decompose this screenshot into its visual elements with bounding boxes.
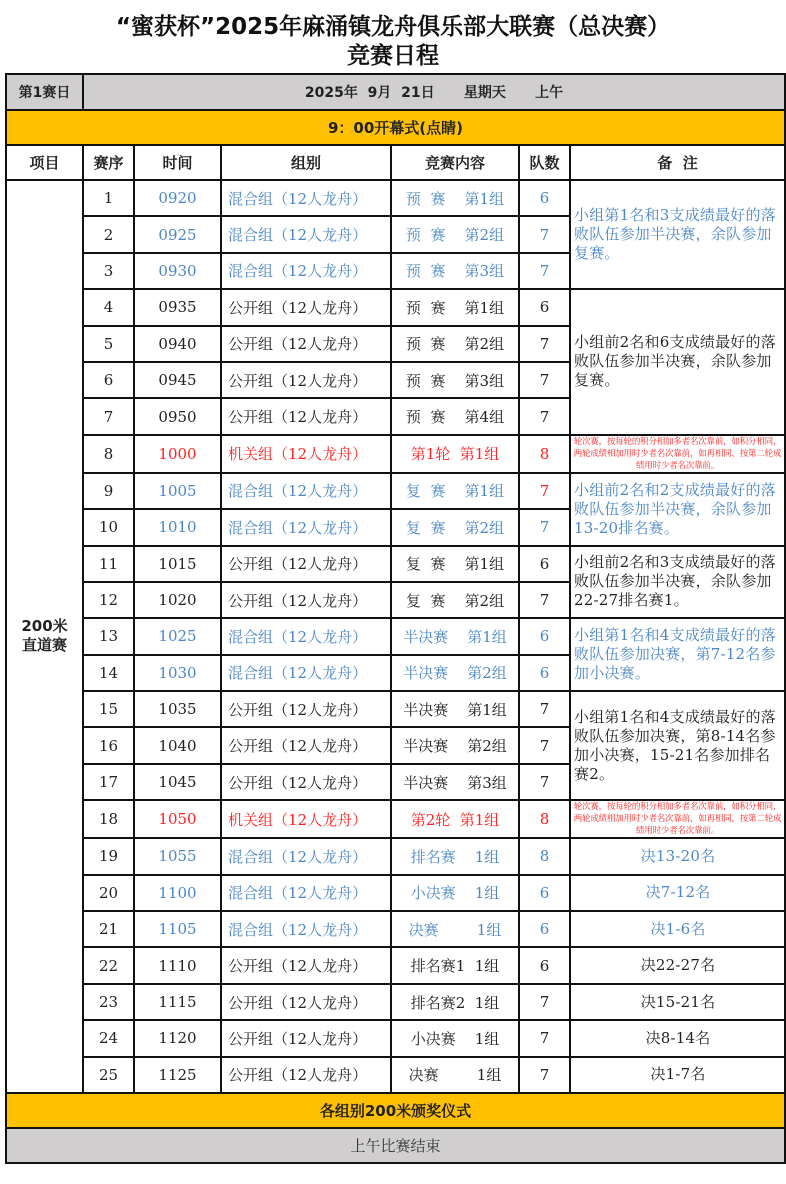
content-cell: 半决赛 第2组 bbox=[391, 727, 519, 763]
group-cell: 公开组（12人龙舟） bbox=[221, 398, 391, 434]
content-cell: 排名赛1 1组 bbox=[391, 947, 519, 983]
group-cell: 公开组（12人龙舟） bbox=[221, 764, 391, 800]
group-cell: 混合组（12人龙舟） bbox=[221, 509, 391, 545]
event-cell bbox=[6, 180, 83, 1093]
seq-cell: 1 bbox=[83, 180, 134, 216]
teams-cell: 6 bbox=[519, 180, 570, 216]
teams-cell: 7 bbox=[519, 727, 570, 763]
day-info-text: 2025年 9月 21日 星期天 上午 bbox=[304, 85, 564, 101]
group-cell: 混合组（12人龙舟） bbox=[221, 180, 391, 216]
teams-cell: 6 bbox=[519, 655, 570, 691]
note-cell: 轮次赛，按每轮的积分相加多者名次靠前，如积分相同，两轮成绩相加用时少者名次靠前，如再相同，按第二轮成绩用时少者名次靠前。 bbox=[570, 800, 785, 838]
teams-cell: 7 bbox=[519, 216, 570, 252]
group-cell: 公开组（12人龙舟） bbox=[221, 362, 391, 398]
content-cell: 半决赛 第1组 bbox=[391, 618, 519, 654]
time-cell: 0950 bbox=[134, 398, 221, 434]
seq-cell: 7 bbox=[83, 398, 134, 434]
day-row bbox=[6, 74, 785, 110]
teams-cell: 7 bbox=[519, 473, 570, 509]
seq-cell: 11 bbox=[83, 546, 134, 582]
time-cell: 1115 bbox=[134, 984, 221, 1020]
time-cell: 1120 bbox=[134, 1020, 221, 1056]
note-cell: 小组第1名和3支成绩最好的落败队伍参加半决赛，余队参加复赛。 bbox=[570, 180, 785, 289]
table-row bbox=[6, 473, 785, 509]
note-cell: 决1-7名 bbox=[570, 1057, 785, 1093]
teams-cell: 6 bbox=[519, 546, 570, 582]
morning-end: 上午比赛结束 bbox=[6, 1128, 785, 1163]
teams-cell: 6 bbox=[519, 875, 570, 911]
content-cell: 复 赛 第1组 bbox=[391, 546, 519, 582]
group-cell: 机关组（12人龙舟） bbox=[221, 435, 391, 473]
table-row bbox=[6, 875, 785, 911]
time-cell: 0930 bbox=[134, 253, 221, 289]
content-cell: 复 赛 第2组 bbox=[391, 509, 519, 545]
seq-cell: 23 bbox=[83, 984, 134, 1020]
group-cell: 公开组（12人龙舟） bbox=[221, 1020, 391, 1056]
seq-cell: 14 bbox=[83, 655, 134, 691]
header-row bbox=[6, 145, 785, 180]
seq-cell: 20 bbox=[83, 875, 134, 911]
table-row bbox=[6, 180, 785, 216]
time-cell: 1040 bbox=[134, 727, 221, 763]
content-cell: 小决赛 1组 bbox=[391, 875, 519, 911]
seq-cell: 25 bbox=[83, 1057, 134, 1093]
teams-cell: 6 bbox=[519, 911, 570, 947]
award-row bbox=[6, 1093, 785, 1128]
table-row bbox=[6, 984, 785, 1020]
teams-cell: 7 bbox=[519, 1057, 570, 1093]
time-cell: 0945 bbox=[134, 362, 221, 398]
group-cell: 机关组（12人龙舟） bbox=[221, 800, 391, 838]
time-cell: 1020 bbox=[134, 582, 221, 618]
group-cell: 混合组（12人龙舟） bbox=[221, 911, 391, 947]
note-cell: 小组前2名和3支成绩最好的落败队伍参加半决赛，余队参加22-27排名赛1。 bbox=[570, 546, 785, 619]
content-cell: 预 赛 第3组 bbox=[391, 362, 519, 398]
table-row bbox=[6, 947, 785, 983]
document-subtitle: 竞赛日程 bbox=[347, 43, 439, 69]
time-cell: 1025 bbox=[134, 618, 221, 654]
seq-cell: 17 bbox=[83, 764, 134, 800]
teams-cell: 7 bbox=[519, 326, 570, 362]
time-cell: 0935 bbox=[134, 289, 221, 325]
time-cell: 1000 bbox=[134, 435, 221, 473]
teams-cell: 7 bbox=[519, 1020, 570, 1056]
teams-cell: 7 bbox=[519, 509, 570, 545]
note-cell: 决8-14名 bbox=[570, 1020, 785, 1056]
teams-cell: 8 bbox=[519, 435, 570, 473]
content-cell: 预 赛 第2组 bbox=[391, 216, 519, 252]
note-cell: 小组第1名和4支成绩最好的落败队伍参加决赛，第7-12名参加小决赛。 bbox=[570, 618, 785, 691]
end-row bbox=[6, 1128, 785, 1163]
header-notes: 备 注 bbox=[570, 145, 785, 180]
table-row bbox=[6, 691, 785, 727]
header-time: 时间 bbox=[134, 145, 221, 180]
content-cell: 预 赛 第2组 bbox=[391, 326, 519, 362]
group-cell: 公开组（12人龙舟） bbox=[221, 947, 391, 983]
group-cell: 公开组（12人龙舟） bbox=[221, 691, 391, 727]
content-cell: 预 赛 第1组 bbox=[391, 180, 519, 216]
seq-cell: 13 bbox=[83, 618, 134, 654]
seq-cell: 8 bbox=[83, 435, 134, 473]
seq-cell: 16 bbox=[83, 727, 134, 763]
time-cell: 1055 bbox=[134, 838, 221, 874]
seq-cell: 15 bbox=[83, 691, 134, 727]
content-cell: 决赛 1组 bbox=[391, 1057, 519, 1093]
note-cell: 轮次赛，按每轮的积分相加多者名次靠前，如积分相同，两轮成绩相加用时少者名次靠前，如再相同，按第二轮成绩用时少者名次靠前。 bbox=[570, 435, 785, 473]
time-cell: 1105 bbox=[134, 911, 221, 947]
seq-cell: 4 bbox=[83, 289, 134, 325]
teams-cell: 7 bbox=[519, 582, 570, 618]
teams-cell: 7 bbox=[519, 691, 570, 727]
teams-cell: 8 bbox=[519, 838, 570, 874]
teams-cell: 8 bbox=[519, 800, 570, 838]
time-cell: 1100 bbox=[134, 875, 221, 911]
document-title: “蜜获杯”2025年麻涌镇龙舟俱乐部大联赛（总决赛） bbox=[115, 14, 671, 40]
content-cell: 预 赛 第3组 bbox=[391, 253, 519, 289]
group-cell: 混合组（12人龙舟） bbox=[221, 216, 391, 252]
note-cell: 决1-6名 bbox=[570, 911, 785, 947]
content-cell: 决赛 1组 bbox=[391, 911, 519, 947]
time-cell: 1035 bbox=[134, 691, 221, 727]
seq-cell: 19 bbox=[83, 838, 134, 874]
content-cell: 小决赛 1组 bbox=[391, 1020, 519, 1056]
content-cell: 复 赛 第2组 bbox=[391, 582, 519, 618]
seq-cell: 21 bbox=[83, 911, 134, 947]
table-row bbox=[6, 289, 785, 325]
seq-cell: 18 bbox=[83, 800, 134, 838]
content-cell: 半决赛 第3组 bbox=[391, 764, 519, 800]
teams-cell: 7 bbox=[519, 362, 570, 398]
seq-cell: 5 bbox=[83, 326, 134, 362]
note-cell: 决7-12名 bbox=[570, 875, 785, 911]
seq-cell: 10 bbox=[83, 509, 134, 545]
time-cell: 1050 bbox=[134, 800, 221, 838]
group-cell: 混合组（12人龙舟） bbox=[221, 655, 391, 691]
group-cell: 公开组（12人龙舟） bbox=[221, 727, 391, 763]
content-cell: 第1轮 第1组 bbox=[391, 435, 519, 473]
group-cell: 公开组（12人龙舟） bbox=[221, 546, 391, 582]
header-content: 竞赛内容 bbox=[391, 145, 519, 180]
schedule-table bbox=[5, 73, 786, 1164]
time-cell: 1005 bbox=[134, 473, 221, 509]
content-cell: 预 赛 第1组 bbox=[391, 289, 519, 325]
group-cell: 混合组（12人龙舟） bbox=[221, 618, 391, 654]
header-seq: 赛序 bbox=[83, 145, 134, 180]
table-row bbox=[6, 546, 785, 582]
group-cell: 混合组（12人龙舟） bbox=[221, 838, 391, 874]
table-row bbox=[6, 1020, 785, 1056]
table-row bbox=[6, 838, 785, 874]
group-cell: 公开组（12人龙舟） bbox=[221, 984, 391, 1020]
seq-cell: 2 bbox=[83, 216, 134, 252]
note-cell: 小组第1名和4支成绩最好的落败队伍参加决赛，第8-14名参加小决赛，15-21名参加排名赛2。 bbox=[570, 691, 785, 800]
seq-cell: 22 bbox=[83, 947, 134, 983]
teams-cell: 7 bbox=[519, 398, 570, 434]
time-cell: 1010 bbox=[134, 509, 221, 545]
content-cell: 半决赛 第2组 bbox=[391, 655, 519, 691]
table-row bbox=[6, 1057, 785, 1093]
group-cell: 混合组（12人龙舟） bbox=[221, 253, 391, 289]
content-cell: 排名赛2 1组 bbox=[391, 984, 519, 1020]
teams-cell: 7 bbox=[519, 984, 570, 1020]
group-cell: 混合组（12人龙舟） bbox=[221, 875, 391, 911]
note-cell: 小组前2名和6支成绩最好的落败队伍参加半决赛，余队参加复赛。 bbox=[570, 289, 785, 435]
table-row bbox=[6, 435, 785, 473]
group-cell: 公开组（12人龙舟） bbox=[221, 582, 391, 618]
group-cell: 公开组（12人龙舟） bbox=[221, 289, 391, 325]
header-item: 项目 bbox=[6, 145, 83, 180]
award-ceremony: 各组别200米颁奖仪式 bbox=[6, 1093, 785, 1128]
group-cell: 混合组（12人龙舟） bbox=[221, 473, 391, 509]
event-line-1: 200米 bbox=[21, 617, 68, 636]
seq-cell: 9 bbox=[83, 473, 134, 509]
time-cell: 1110 bbox=[134, 947, 221, 983]
teams-cell: 7 bbox=[519, 764, 570, 800]
content-cell: 半决赛 第1组 bbox=[391, 691, 519, 727]
header-group: 组别 bbox=[221, 145, 391, 180]
teams-cell: 6 bbox=[519, 289, 570, 325]
time-cell: 1015 bbox=[134, 546, 221, 582]
time-cell: 0940 bbox=[134, 326, 221, 362]
group-cell: 公开组（12人龙舟） bbox=[221, 1057, 391, 1093]
content-cell: 排名赛 1组 bbox=[391, 838, 519, 874]
day-info bbox=[83, 74, 785, 110]
time-cell: 0920 bbox=[134, 180, 221, 216]
note-cell: 决22-27名 bbox=[570, 947, 785, 983]
time-cell: 0925 bbox=[134, 216, 221, 252]
time-cell: 1030 bbox=[134, 655, 221, 691]
note-cell: 决15-21名 bbox=[570, 984, 785, 1020]
note-cell: 决13-20名 bbox=[570, 838, 785, 874]
opening-ceremony: 9：00开幕式(点睛) bbox=[6, 110, 785, 145]
seq-cell: 6 bbox=[83, 362, 134, 398]
event-line-2: 直道赛 bbox=[21, 636, 67, 655]
group-cell: 公开组（12人龙舟） bbox=[221, 326, 391, 362]
teams-cell: 6 bbox=[519, 618, 570, 654]
seq-cell: 24 bbox=[83, 1020, 134, 1056]
teams-cell: 6 bbox=[519, 947, 570, 983]
content-cell: 复 赛 第1组 bbox=[391, 473, 519, 509]
table-row bbox=[6, 911, 785, 947]
note-cell: 小组前2名和2支成绩最好的落败队伍参加半决赛，余队参加13-20排名赛。 bbox=[570, 473, 785, 546]
content-cell: 第2轮 第1组 bbox=[391, 800, 519, 838]
seq-cell: 12 bbox=[83, 582, 134, 618]
day-label: 第1赛日 bbox=[6, 74, 83, 110]
opening-row bbox=[6, 110, 785, 145]
table-row bbox=[6, 800, 785, 838]
teams-cell: 7 bbox=[519, 253, 570, 289]
time-cell: 1125 bbox=[134, 1057, 221, 1093]
content-cell: 预 赛 第4组 bbox=[391, 398, 519, 434]
header-teams: 队数 bbox=[519, 145, 570, 180]
table-row bbox=[6, 618, 785, 654]
time-cell: 1045 bbox=[134, 764, 221, 800]
seq-cell: 3 bbox=[83, 253, 134, 289]
